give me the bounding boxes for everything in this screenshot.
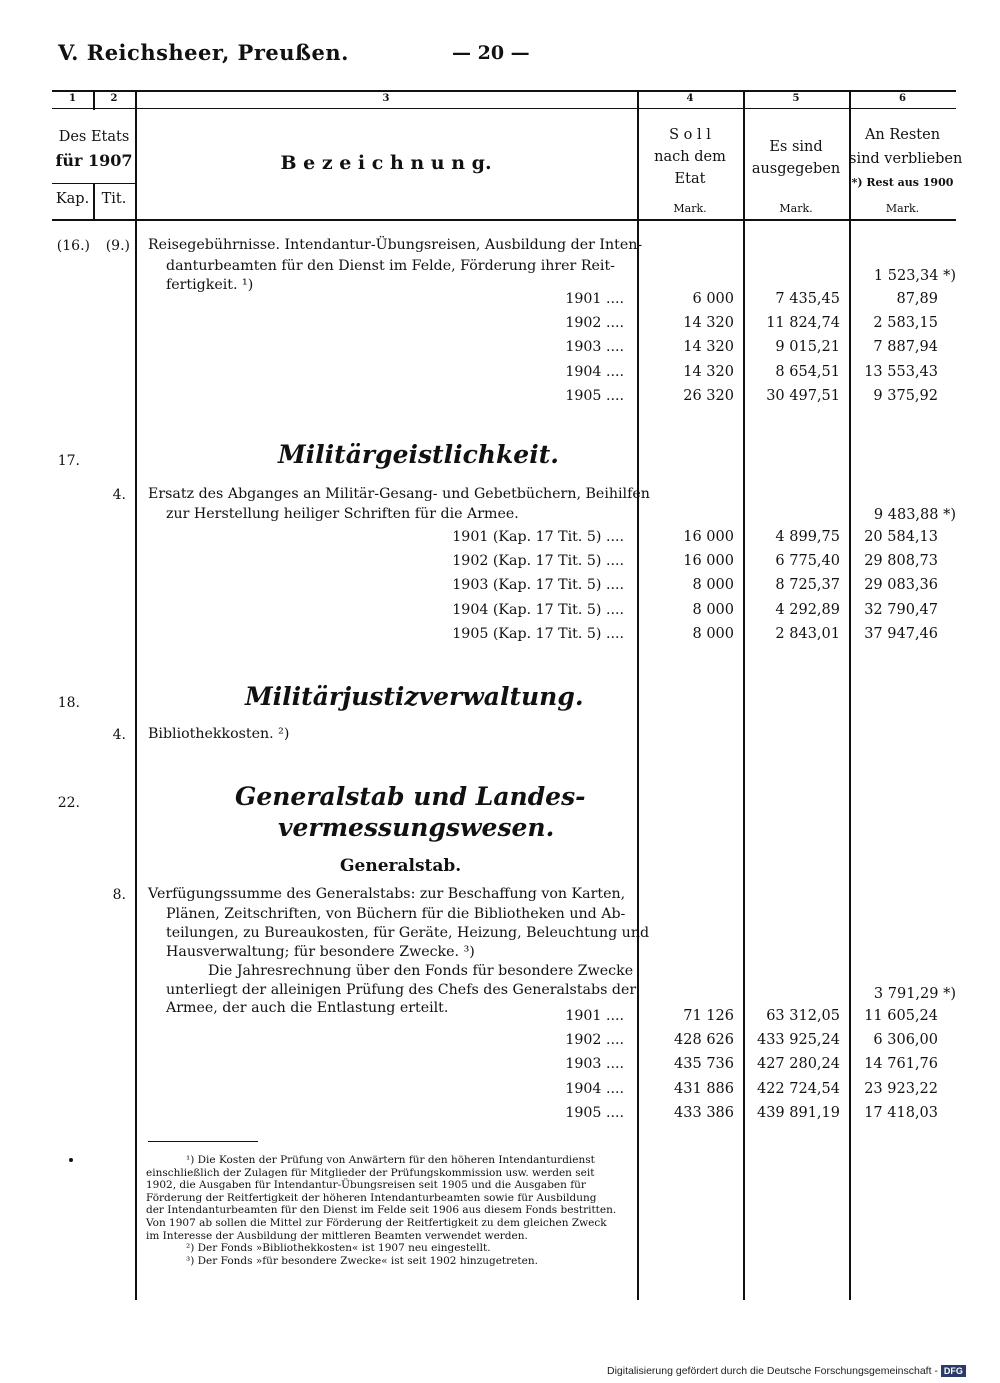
mark-unit-5: Mark. xyxy=(779,202,813,215)
row-rest: 9 375,92 xyxy=(873,387,938,404)
row-rest: 17 418,03 xyxy=(864,1104,938,1121)
row-soll: 6 000 xyxy=(692,291,734,307)
footnote-line: der Intendanturbeamten für den Dienst im Felde seit 1906 aus diesem Fonds bestritten. xyxy=(146,1204,617,1217)
colnum-5: 5 xyxy=(792,93,800,104)
row-rest: 20 584,13 xyxy=(864,529,938,545)
margin-dot xyxy=(69,1158,73,1162)
row-rest: 29 083,36 xyxy=(864,577,938,594)
aus-header-1: Es sind xyxy=(769,139,823,155)
rest-header-1: An Resten xyxy=(864,127,941,143)
running-title: V. Reichsheer, Preußen. xyxy=(58,40,349,65)
s22-rest-1900: 3 791,29 *) xyxy=(873,986,956,1002)
soll-header-2: nach dem xyxy=(654,149,726,165)
kap-17: 17. xyxy=(57,453,80,469)
footnote-line: Förderung der Reitfertigkeit der höheren Intendanturbeamten sowie für Ausbildung xyxy=(146,1191,597,1204)
row-label: 1904 (Kap. 17 Tit. 5) .... xyxy=(452,601,624,618)
row-rest: 32 790,47 xyxy=(864,601,938,618)
etats-rule xyxy=(52,183,136,184)
row-soll: 428 626 xyxy=(674,1032,734,1049)
digitization-credit xyxy=(607,1365,966,1377)
row-rest: 29 808,73 xyxy=(864,553,938,570)
s17-text-2: zur Herstellung heiliger Schriften für die Armee. xyxy=(166,506,519,522)
row-soll: 433 386 xyxy=(674,1104,734,1121)
footnote-line: ¹) Die Kosten der Prüfung von Anwärtern für den höheren Intendanturdienst xyxy=(186,1154,595,1166)
row-ausgegeben: 4 292,89 xyxy=(775,601,840,618)
footnote-line: ²) Der Fonds »Bibliothekkosten« ist 1907 neu eingestellt. xyxy=(186,1242,491,1255)
s18-text: Bibliothekkosten. ²) xyxy=(148,726,290,742)
row-ausgegeben: 11 824,74 xyxy=(766,315,840,332)
s22-text-5: Die Jahresrechnung über den Fonds für besondere Zwecke xyxy=(208,963,634,979)
dfg-logo: DFG xyxy=(941,1365,966,1377)
colnum-3: 3 xyxy=(382,93,390,104)
heading-generalstab-2: vermessungswesen. xyxy=(278,813,555,842)
row-rest: 13 553,43 xyxy=(864,363,938,380)
row-rest: 23 923,22 xyxy=(864,1080,938,1097)
row-soll: 16 000 xyxy=(683,553,734,570)
row-soll: 8 000 xyxy=(692,577,734,594)
s17-text-1: Ersatz des Abganges an Militär-Gesang- und Gebetbüchern, Beihilfen xyxy=(148,486,650,502)
row-label: 1905 (Kap. 17 Tit. 5) .... xyxy=(452,625,624,642)
row-ausgegeben: 8 725,37 xyxy=(775,577,840,594)
row-label: 1905 .... xyxy=(565,1104,624,1121)
row-label: 1901 (Kap. 17 Tit. 5) .... xyxy=(452,529,624,545)
heading-militaergeistlichkeit: Militärgeistlichkeit. xyxy=(278,440,559,469)
row-label: 1903 .... xyxy=(565,1056,624,1073)
s22-text-1: Verfügungssumme des Generalstabs: zur Beschaffung von Karten, xyxy=(148,886,626,902)
row-label: 1901 .... xyxy=(565,291,624,307)
kap-18: 18. xyxy=(57,695,80,711)
row-ausgegeben: 4 899,75 xyxy=(775,529,840,545)
row-ausgegeben: 30 497,51 xyxy=(766,387,840,404)
heading-militaerjustizverwaltung: Militärjustizverwaltung. xyxy=(245,682,584,711)
row-soll: 431 886 xyxy=(674,1080,734,1097)
rest-header-2: sind verblieben xyxy=(849,151,963,167)
row-soll: 26 320 xyxy=(683,387,734,404)
footnote-line: im Interesse der Ausbildung der mittleren Beamten verwendet werden. xyxy=(146,1229,528,1242)
tit-8: 8. xyxy=(112,887,126,903)
row-ausgegeben: 7 435,45 xyxy=(775,291,840,307)
kap-16: (16.) xyxy=(56,238,90,254)
row-ausgegeben: 9 015,21 xyxy=(775,339,840,356)
mark-unit-4: Mark. xyxy=(673,202,707,215)
colnum-rule xyxy=(52,108,956,109)
rest-1900-note: *) Rest aus 1900 xyxy=(851,176,954,189)
s16-rest-1900: 1 523,34 *) xyxy=(873,268,956,284)
row-ausgegeben: 433 925,24 xyxy=(756,1032,840,1049)
row-rest: 11 605,24 xyxy=(864,1008,938,1024)
s22-text-4: Hausverwaltung; für besondere Zwecke. ³) xyxy=(166,944,475,960)
row-rest: 14 761,76 xyxy=(864,1056,938,1073)
s16-text-1: Reisegebührnisse. Intendantur-Übungsreisen, Ausbildung der Inten- xyxy=(148,237,643,253)
row-label: 1901 .... xyxy=(565,1008,624,1024)
table-top-rule xyxy=(52,90,956,92)
s17-rest-1900: 9 483,88 *) xyxy=(873,507,956,523)
row-soll: 8 000 xyxy=(692,601,734,618)
row-soll: 14 320 xyxy=(683,363,734,380)
row-label: 1904 .... xyxy=(565,1080,624,1097)
s16-text-3: fertigkeit. ¹) xyxy=(166,277,254,293)
row-soll: 16 000 xyxy=(683,529,734,545)
row-ausgegeben: 63 312,05 xyxy=(766,1008,840,1024)
row-ausgegeben: 427 280,24 xyxy=(756,1056,840,1073)
s22-text-6: unterliegt der alleinigen Prüfung des Chefs des Generalstabs der xyxy=(166,982,637,998)
colnum-4: 4 xyxy=(686,93,694,104)
aus-header-2: ausgegeben xyxy=(751,161,841,177)
s16-text-2: danturbeamten für den Dienst im Felde, Förderung ihrer Reit- xyxy=(166,258,615,274)
row-ausgegeben: 422 724,54 xyxy=(756,1080,840,1097)
row-soll: 14 320 xyxy=(683,315,734,332)
row-soll: 435 736 xyxy=(674,1056,734,1073)
footnote-line: Von 1907 ab sollen die Mittel zur Förderung der Reitfertigkeit zu dem gleichen Zweck xyxy=(146,1216,607,1229)
row-label: 1903 .... xyxy=(565,339,624,356)
row-soll: 8 000 xyxy=(692,625,734,642)
row-label: 1903 (Kap. 17 Tit. 5) .... xyxy=(452,577,624,594)
footnote-line: einschließlich der Zulagen für Mitglieder der Prüfungskommission usw. werden seit xyxy=(146,1166,595,1179)
row-label: 1902 .... xyxy=(565,315,624,332)
s22-text-3: teilungen, zu Bureaukosten, für Geräte, Heizung, Beleuchtung und xyxy=(166,925,650,941)
s22-text-7: Armee, der auch die Entlastung erteilt. xyxy=(166,1000,449,1016)
s22-text-2: Plänen, Zeitschriften, von Büchern für die Bibliotheken und Ab- xyxy=(166,906,626,922)
row-ausgegeben: 2 843,01 xyxy=(775,625,840,642)
kap-header: Kap. xyxy=(55,191,90,207)
row-label: 1902 .... xyxy=(565,1032,624,1049)
row-rest: 6 306,00 xyxy=(873,1032,938,1049)
tit-4-s18: 4. xyxy=(112,727,126,743)
row-ausgegeben: 439 891,19 xyxy=(756,1104,840,1121)
tit-header: Tit. xyxy=(101,191,127,207)
footnote-line: 1902, die Ausgaben für Intendantur-Übungsreisen seit 1905 und die Ausgaben für xyxy=(146,1179,586,1192)
tit-4-s17: 4. xyxy=(112,487,126,503)
soll-header-1: S o l l xyxy=(669,127,711,143)
row-ausgegeben: 8 654,51 xyxy=(775,363,840,380)
row-soll: 71 126 xyxy=(683,1008,734,1024)
colnum-1: 1 xyxy=(69,93,76,104)
page-number: — 20 — xyxy=(452,42,530,64)
footnote-line: ³) Der Fonds »für besondere Zwecke« ist seit 1902 hinzugetreten. xyxy=(186,1254,538,1267)
row-rest: 37 947,46 xyxy=(864,625,938,642)
subheading-generalstab: Generalstab. xyxy=(340,856,462,876)
row-soll: 14 320 xyxy=(683,339,734,356)
row-rest: 87,89 xyxy=(896,291,938,307)
row-rest: 7 887,94 xyxy=(873,339,938,356)
colnum-2: 2 xyxy=(110,93,118,104)
col-rule-2 xyxy=(135,90,137,1300)
heading-generalstab-1: Generalstab und Landes- xyxy=(235,782,586,811)
bezeichnung-header: B e z e i c h n u n g. xyxy=(280,152,492,174)
row-label: 1902 (Kap. 17 Tit. 5) .... xyxy=(452,553,624,570)
credit-text: Digitalisierung gefördert durch die Deutsche Forschungsgemeinschaft - xyxy=(607,1365,938,1377)
kap-22: 22. xyxy=(57,795,80,811)
soll-header-3: Etat xyxy=(674,171,706,187)
tit-9: (9.) xyxy=(105,238,130,254)
etats-label: Des Etats xyxy=(58,129,130,145)
row-label: 1904 .... xyxy=(565,363,624,380)
header-bottom-rule xyxy=(52,219,956,221)
row-label: 1905 .... xyxy=(565,387,624,404)
etats-year: für 1907 xyxy=(55,151,133,170)
footnote-rule xyxy=(148,1141,258,1142)
row-ausgegeben: 6 775,40 xyxy=(775,553,840,570)
footnotes xyxy=(146,1154,626,1267)
mark-unit-6: Mark. xyxy=(885,202,920,215)
colnum-6: 6 xyxy=(899,93,906,104)
row-rest: 2 583,15 xyxy=(873,315,938,332)
